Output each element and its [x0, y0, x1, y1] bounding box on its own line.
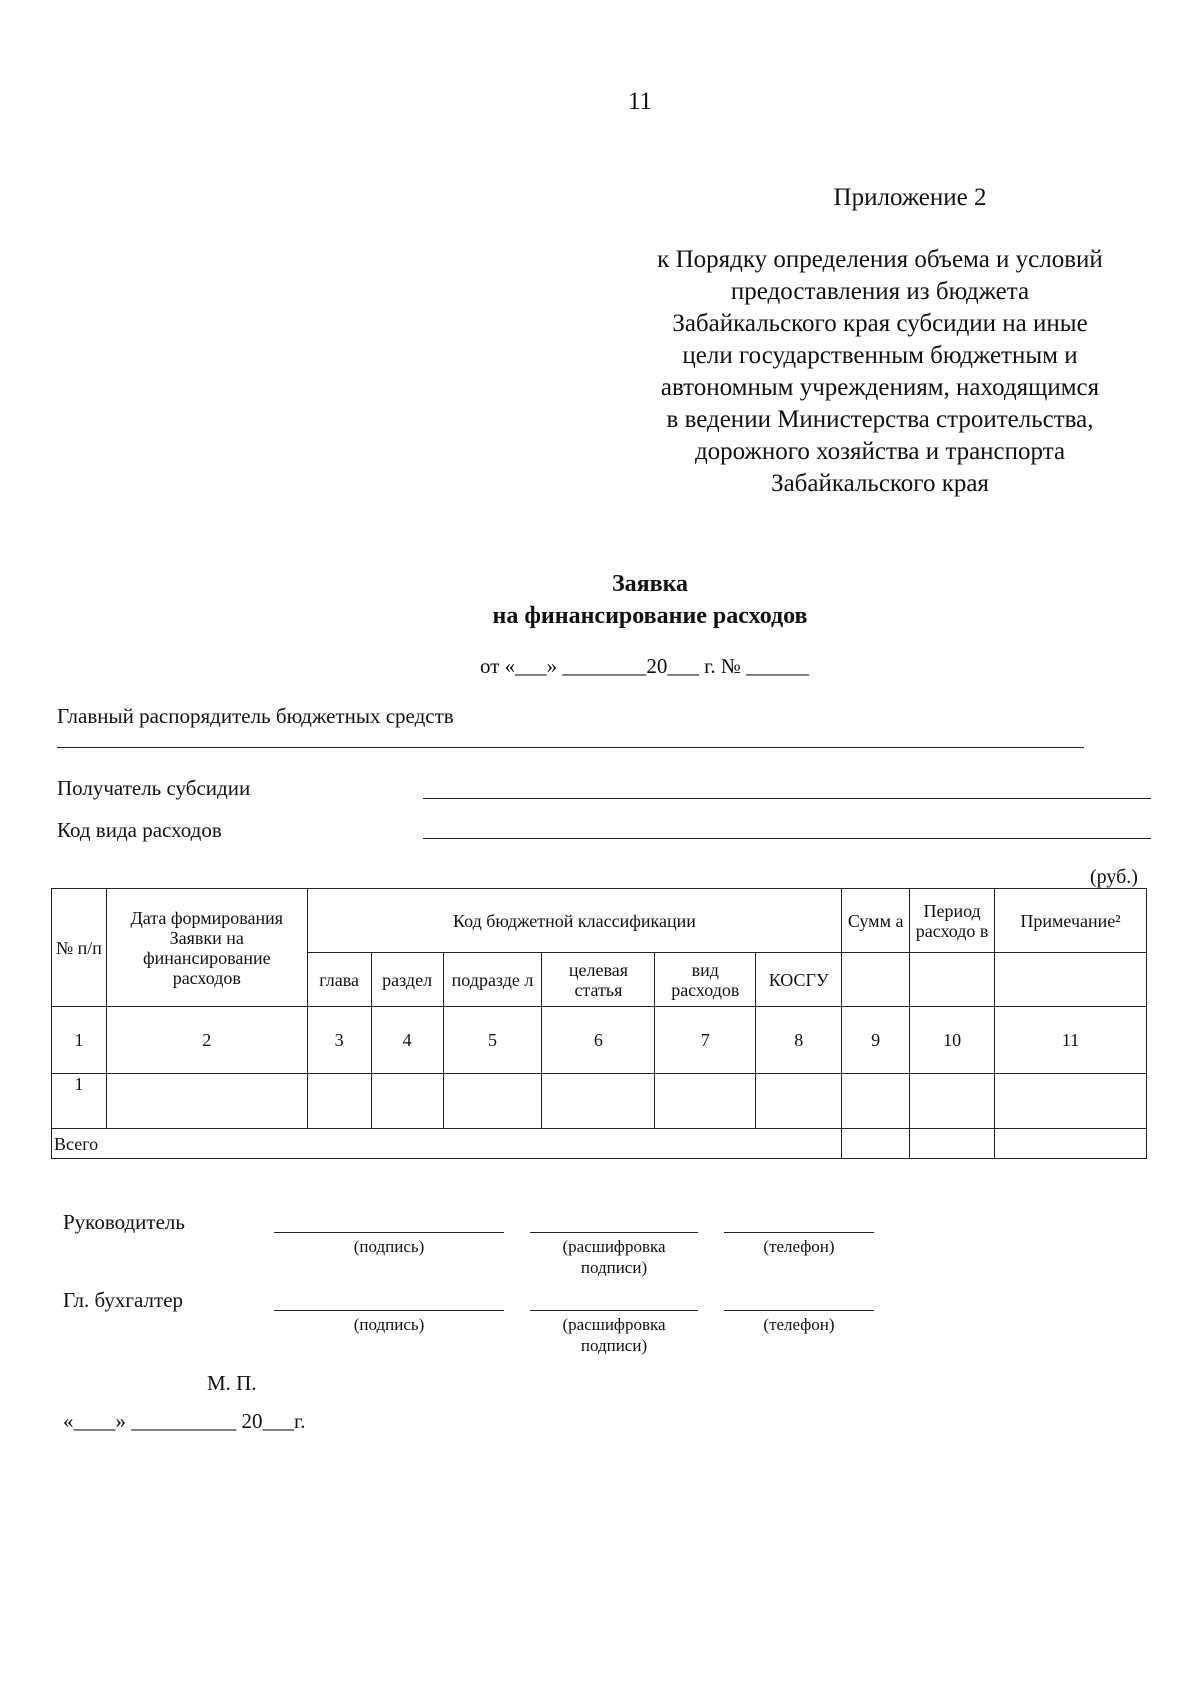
appendix-line: предоставления из бюджета [730, 278, 1030, 305]
header-date: Дата формирования Заявки на финансирование расходов [106, 889, 307, 1007]
column-number: 7 [655, 1007, 756, 1074]
expense-code-line[interactable] [423, 838, 1151, 839]
row-expense-type-cell[interactable] [655, 1074, 756, 1129]
bottom-date-line[interactable]: «____» __________ 20___г. [63, 1409, 306, 1433]
page-number: 11 [627, 88, 653, 115]
appendix-line: Забайкальского края субсидии на иные [672, 310, 1088, 337]
row-period-cell[interactable] [910, 1074, 995, 1129]
appendix-line: цели государственным бюджетным и [682, 342, 1078, 369]
row-sum-cell[interactable] [842, 1074, 910, 1129]
total-period-cell[interactable] [910, 1129, 995, 1159]
document-title [390, 568, 910, 632]
header-period: Период расходо в [910, 889, 995, 953]
total-label: Всего [52, 1129, 842, 1159]
table-row [52, 1074, 1147, 1129]
recipient-label: Получатель субсидии [57, 776, 251, 800]
appendix-line: автономным учреждениям, находящимся [660, 374, 1100, 401]
column-number: 9 [842, 1007, 910, 1074]
appendix-description [620, 244, 1140, 500]
column-number: 2 [106, 1007, 307, 1074]
title-line-2: на финансирование расходов [492, 603, 808, 629]
head-name-caption: (расшифровка подписи) [562, 1237, 666, 1277]
column-number: 3 [307, 1007, 371, 1074]
recipient-line[interactable] [423, 798, 1151, 799]
chief-manager-line[interactable] [57, 747, 1084, 748]
header-target-article: целевая статья [542, 953, 655, 1007]
head-signature-line[interactable] [274, 1232, 504, 1233]
header-num: № п/п [52, 889, 107, 1007]
column-number: 5 [443, 1007, 542, 1074]
header-kosgu: КОСГУ [756, 953, 842, 1007]
header-chapter: глава [307, 953, 371, 1007]
header-note-empty [995, 953, 1147, 1007]
row-date-cell[interactable] [106, 1074, 307, 1129]
accountant-name-line[interactable] [530, 1310, 698, 1311]
header-subsection: подразде л [443, 953, 542, 1007]
head-signature-caption: (подпись) [353, 1237, 425, 1256]
head-phone-caption: (телефон) [763, 1237, 835, 1256]
row-subsection-cell[interactable] [443, 1074, 542, 1129]
appendix-line: Забайкальского края [771, 470, 989, 497]
accountant-signature-caption: (подпись) [353, 1315, 425, 1334]
table-header-row [52, 889, 1147, 953]
header-kbk: Код бюджетной классификации [307, 889, 842, 953]
accountant-phone-caption: (телефон) [763, 1315, 835, 1334]
expense-code-label: Код вида расходов [57, 818, 222, 842]
header-period-empty [910, 953, 995, 1007]
row-section-cell[interactable] [371, 1074, 443, 1129]
appendix-title: Приложение 2 [833, 184, 987, 211]
header-sum: Сумм а [842, 889, 910, 953]
row-kosgu-cell[interactable] [756, 1074, 842, 1129]
signature-role-head: Руководитель [63, 1210, 185, 1234]
expense-request-table [51, 888, 1147, 1159]
header-sum-empty [842, 953, 910, 1007]
currency-note: (руб.) [1090, 866, 1138, 888]
date-number-line[interactable]: от «___» ________20___ г. № ______ [480, 654, 810, 678]
appendix-line: в ведении Министерства строительства, [666, 406, 1094, 433]
column-number: 11 [995, 1007, 1147, 1074]
row-note-cell[interactable] [995, 1074, 1147, 1129]
accountant-name-caption: (расшифровка подписи) [562, 1315, 666, 1355]
column-numbers-row [52, 1007, 1147, 1074]
accountant-signature-line[interactable] [274, 1310, 504, 1311]
column-number: 4 [371, 1007, 443, 1074]
appendix-line: к Порядку определения объема и условий [657, 246, 1103, 273]
column-number: 1 [52, 1007, 107, 1074]
column-number: 6 [542, 1007, 655, 1074]
total-row [52, 1129, 1147, 1159]
row-chapter-cell[interactable] [307, 1074, 371, 1129]
total-sum-cell[interactable] [842, 1129, 910, 1159]
accountant-phone-line[interactable] [724, 1310, 874, 1311]
total-note-cell[interactable] [995, 1129, 1147, 1159]
stamp-mark: М. П. [207, 1371, 257, 1395]
title-line-1: Заявка [611, 571, 689, 597]
row-target-cell[interactable] [542, 1074, 655, 1129]
signature-role-accountant: Гл. бухгалтер [63, 1288, 184, 1312]
appendix-line: дорожного хозяйства и транспорта [694, 438, 1066, 465]
header-note: Примечание² [995, 889, 1147, 953]
head-name-line[interactable] [530, 1232, 698, 1233]
head-phone-line[interactable] [724, 1232, 874, 1233]
header-section: раздел [371, 953, 443, 1007]
chief-manager-label: Главный распорядитель бюджетных средств [57, 704, 454, 728]
row-num: 1 [52, 1074, 107, 1129]
header-expense-type: вид расходов [655, 953, 756, 1007]
column-number: 8 [756, 1007, 842, 1074]
column-number: 10 [910, 1007, 995, 1074]
